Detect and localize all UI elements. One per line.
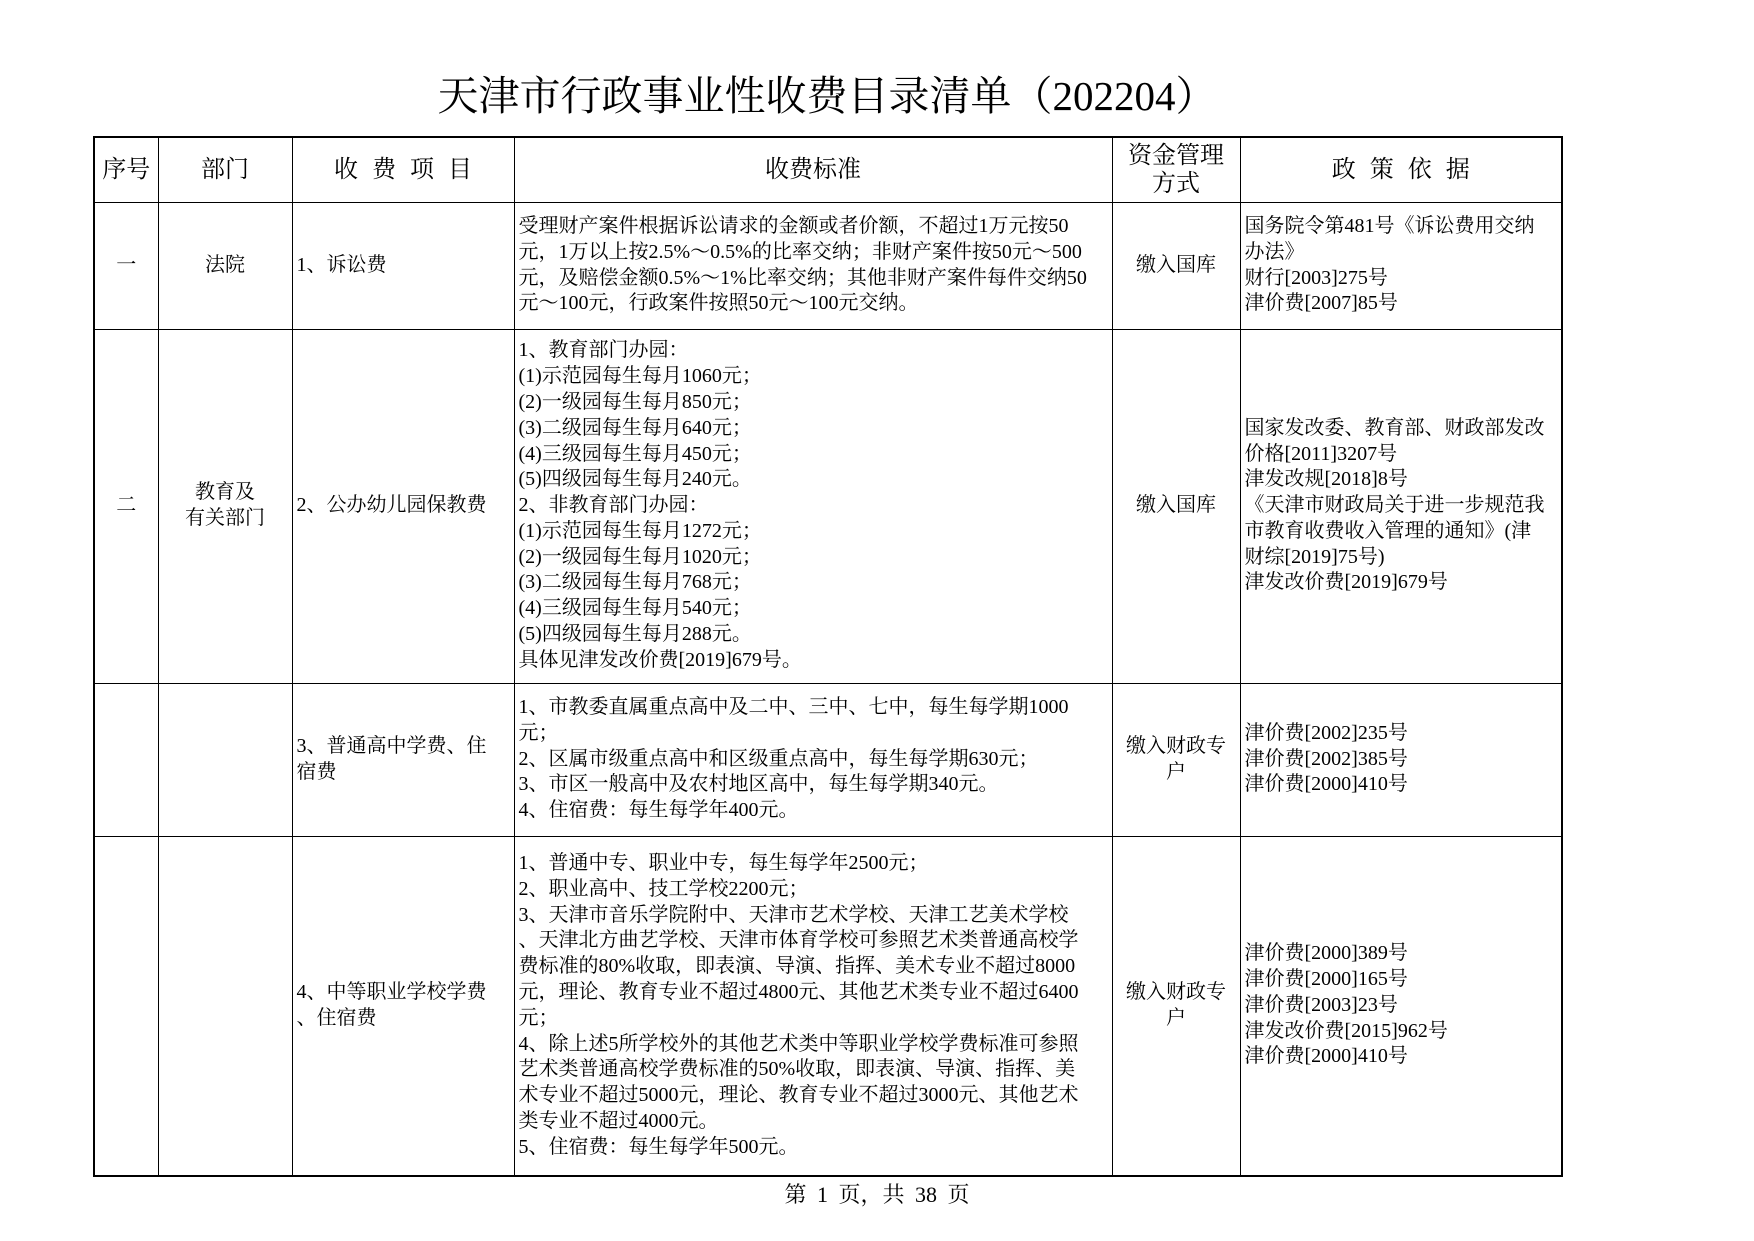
fee-item-cell: 3、普通高中学费、住 宿费 <box>292 683 514 836</box>
fee-standard-cell: 1、市教委直属重点高中及二中、三中、七中，每生每学期1000 元； 2、区属市级重点高中和区级重点高中，每生每学期630元； 3、市区一般高中及农村地区高中，每生每学期340元。 4、住宿费：每生每学年400元。 <box>514 683 1112 836</box>
table-row <box>94 329 1562 683</box>
fee-item-cell: 2、公办幼儿园保教费 <box>292 329 514 683</box>
department-cell <box>158 683 292 836</box>
fee-catalog-table <box>93 136 1563 1177</box>
fee-standard-cell: 1、普通中专、职业中专，每生每学年2500元； 2、职业高中、技工学校2200元； 3、天津市音乐学院附中、天津市艺术学校、天津工艺美术学校 、天津北方曲艺学校、天津市体育学校可参照艺术类普通高校学 费标准的80%收取，即表演、导演、指挥、美术专业不超过8000 元，理论、教育专业不超过4800元、其他艺术类专业不超过6400 元； 4、除上述5所学校外的其他艺术类中等职业学校学费标准可参照 艺术类普通高校学费标准的50%收取，即表演、导演、指挥、美 术专业不超过5000元，理论、教育专业不超过3000元、其他艺术 类专业不超过4000元。 5、住宿费：每生每学年500元。 <box>514 836 1112 1176</box>
policy-basis-cell: 国家发改委、教育部、财政部发改 价格[2011]3207号 津发改规[2018]8号 《天津市财政局关于进一步规范我 市教育收费收入管理的通知》(津 财综[2019]75号) 津发改价费[2019]679号 <box>1240 329 1562 683</box>
fund-management-cell: 缴入财政专 户 <box>1112 836 1240 1176</box>
document-title: 天津市行政事业性收费目录清单（202204） <box>437 73 1217 119</box>
policy-basis-cell: 津价费[2000]389号 津价费[2000]165号 津价费[2003]23号 津发改价费[2015]962号 津价费[2000]410号 <box>1240 836 1562 1176</box>
header-department: 部门 <box>158 137 292 202</box>
header-fund-management: 资金管理 方式 <box>1112 137 1240 202</box>
fee-standard-cell: 受理财产案件根据诉讼请求的金额或者价额，不超过1万元按50 元，1万以上按2.5%～0.5%的比率交纳；非财产案件按50元～500 元，及赔偿金额0.5%～1%比率交纳；其他非财产案件每件交纳50 元～100元，行政案件按照50元～100元交纳。 <box>514 202 1112 329</box>
table-row <box>94 836 1562 1176</box>
fund-management-cell: 缴入国库 <box>1112 202 1240 329</box>
fee-item-cell: 4、中等职业学校学费 、住宿费 <box>292 836 514 1176</box>
table-row <box>94 202 1562 329</box>
fee-item-cell: 1、诉讼费 <box>292 202 514 329</box>
fee-standard-cell: 1、教育部门办园： (1)示范园每生每月1060元； (2)一级园每生每月850元； (3)二级园每生每月640元； (4)三级园每生每月450元； (5)四级园每生每月240元。 2、非教育部门办园： (1)示范园每生每月1272元； (2)一级园每生每月1020元； (3)二级园每生每月768元； (4)三级园每生每月540元； (5)四级园每生每月288元。 具体见津发改价费[2019]679号。 <box>514 329 1112 683</box>
fund-management-cell: 缴入国库 <box>1112 329 1240 683</box>
fund-management-cell: 缴入财政专 户 <box>1112 683 1240 836</box>
serial-number-cell <box>94 836 158 1176</box>
serial-number-cell: 二 <box>94 329 158 683</box>
header-fee-item: 收 费 项 目 <box>292 137 514 202</box>
serial-number-cell <box>94 683 158 836</box>
department-cell <box>158 836 292 1176</box>
policy-basis-cell: 国务院令第481号《诉讼费用交纳 办法》 财行[2003]275号 津价费[2007]85号 <box>1240 202 1562 329</box>
header-policy-basis: 政 策 依 据 <box>1240 137 1562 202</box>
table-row <box>94 683 1562 836</box>
serial-number-cell: 一 <box>94 202 158 329</box>
department-cell: 法院 <box>158 202 292 329</box>
department-cell: 教育及 有关部门 <box>158 329 292 683</box>
table-header-row <box>94 137 1562 202</box>
page-number: 第 1 页，共 38 页 <box>784 1182 970 1207</box>
header-fee-standard: 收费标准 <box>514 137 1112 202</box>
header-serial-number: 序号 <box>94 137 158 202</box>
policy-basis-cell: 津价费[2002]235号 津价费[2002]385号 津价费[2000]410号 <box>1240 683 1562 836</box>
